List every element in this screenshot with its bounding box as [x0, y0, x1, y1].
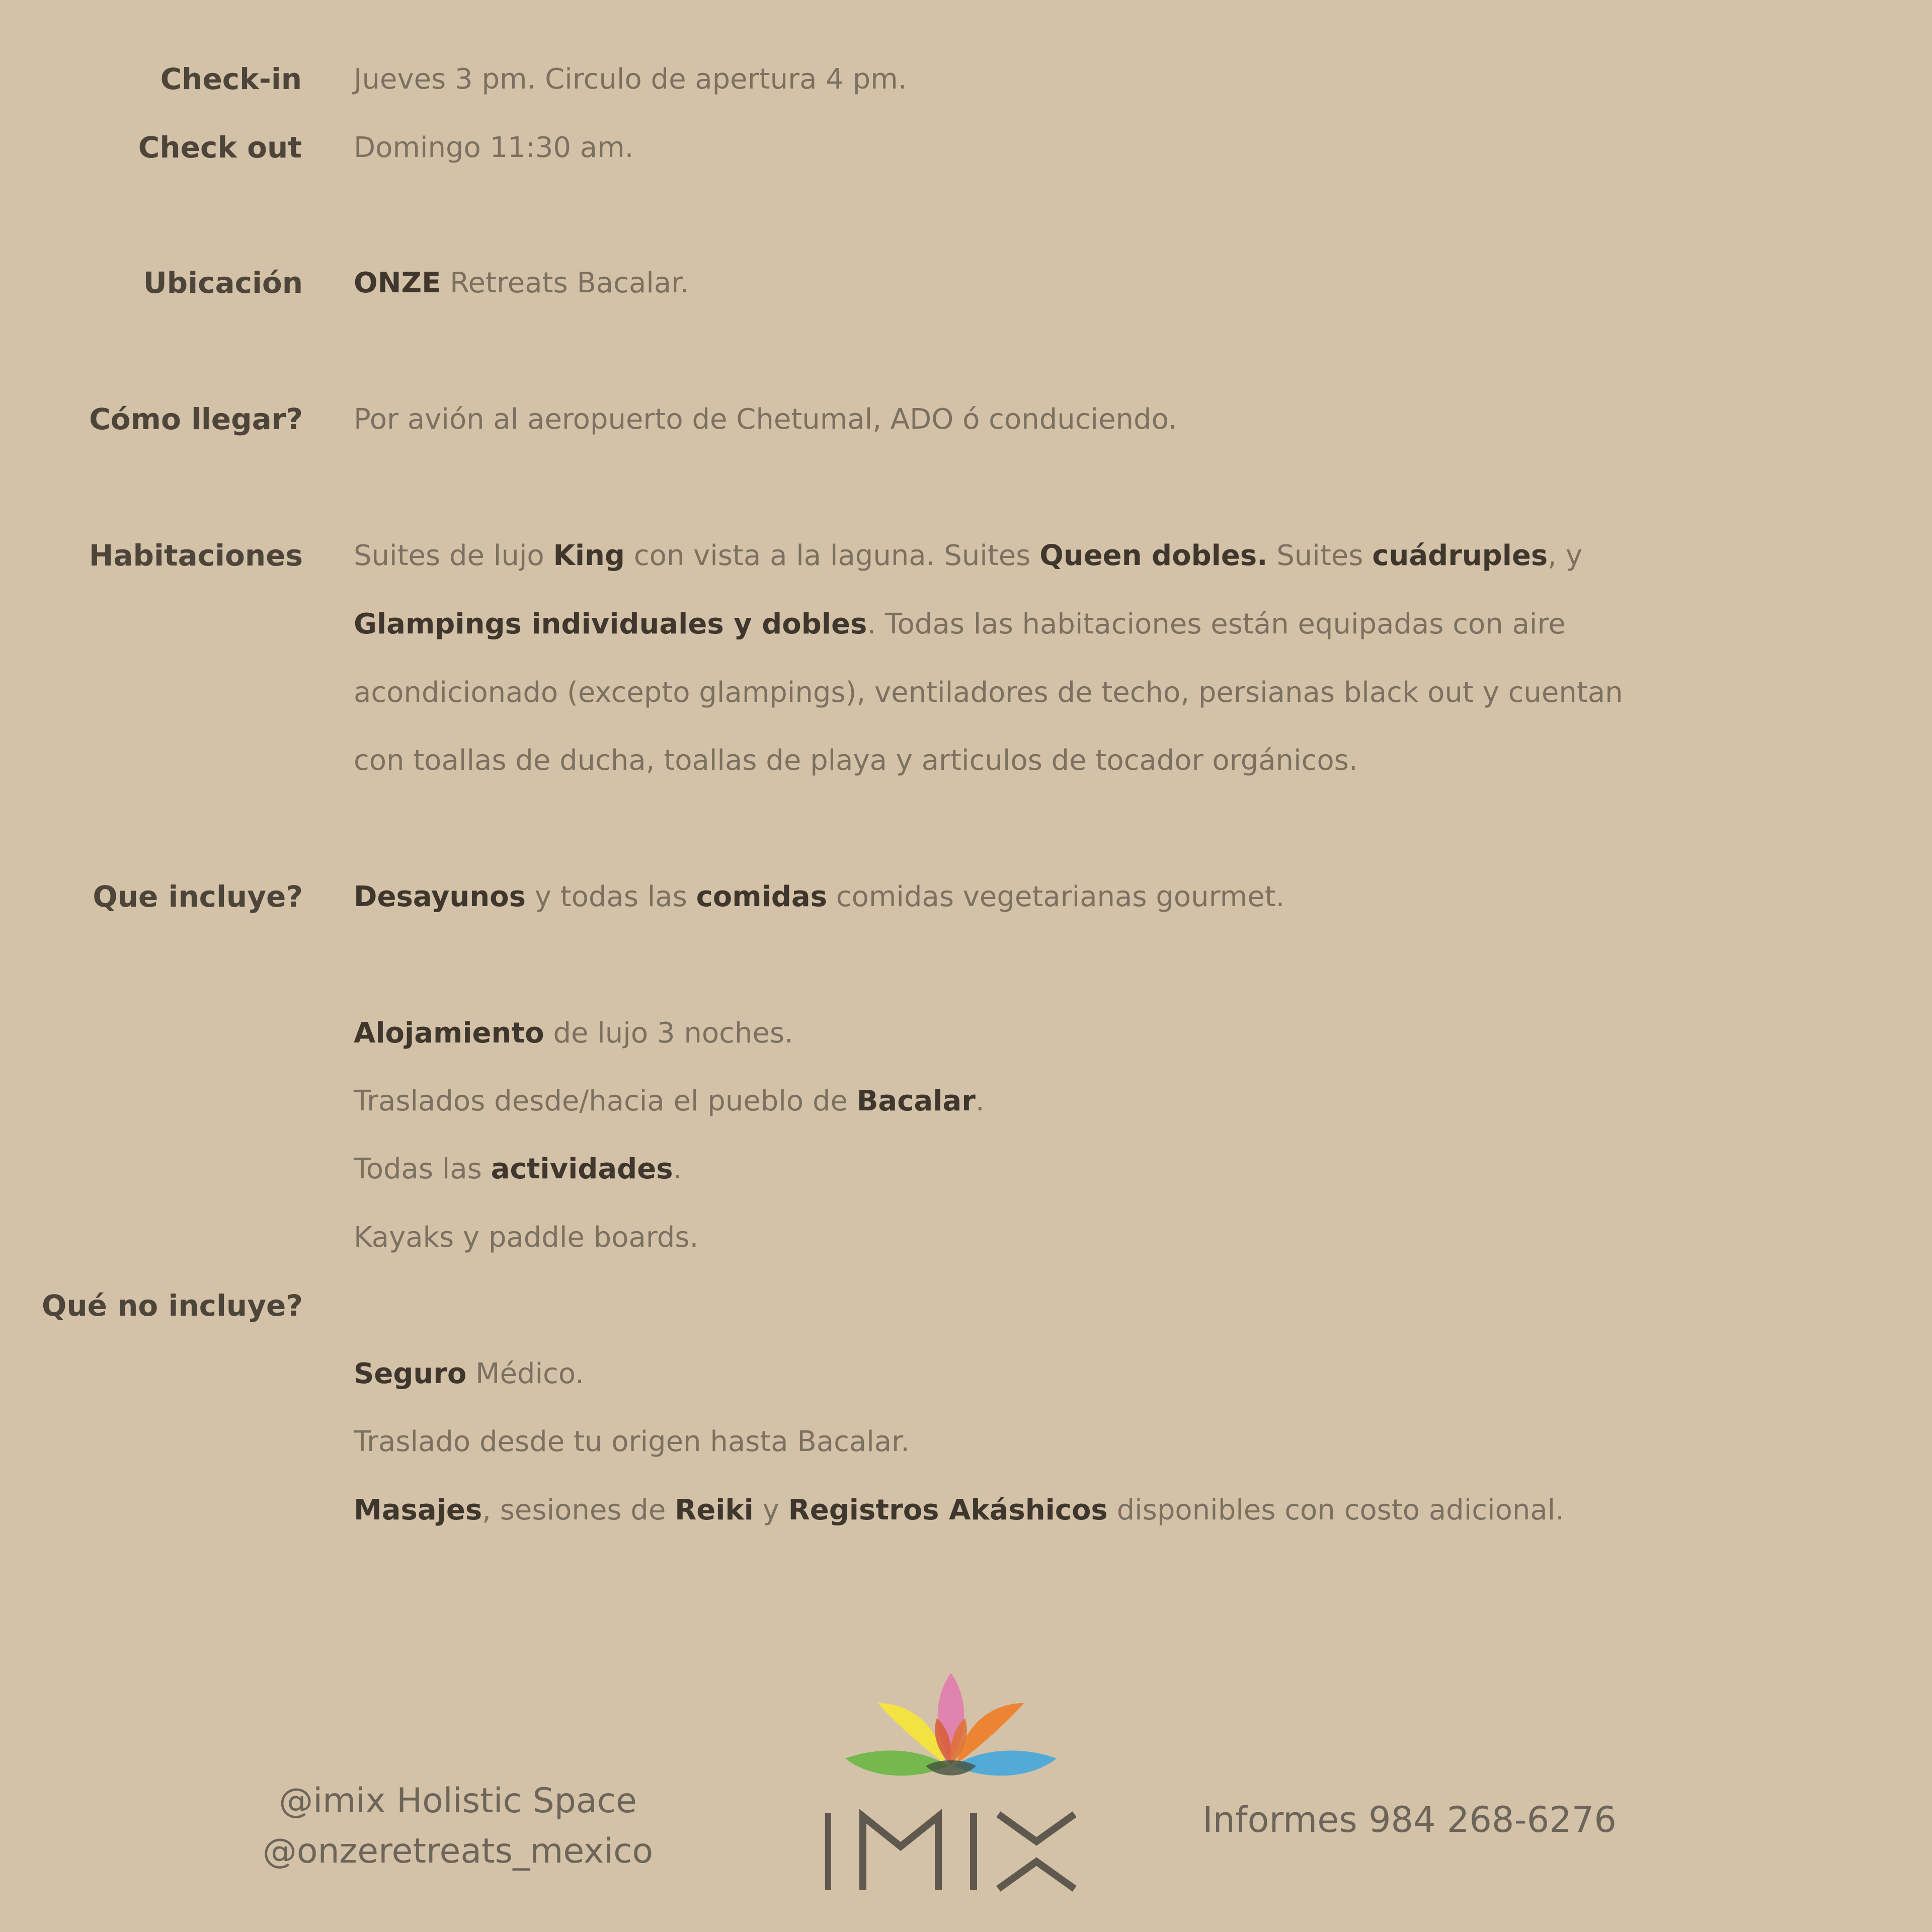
includes-kayaks: Kayaks y paddle boards. [354, 1221, 699, 1254]
rooms-line-1-text-d: , y [1548, 539, 1583, 572]
includes-lodging-bold: Alojamiento [354, 1017, 544, 1050]
includes-transfers-text-a: Traslados desde/hacia el pueblo de [354, 1085, 857, 1117]
location-value [354, 269, 689, 297]
rooms-line-4: con toallas de ducha, toallas de playa y articulos de tocador orgánicos. [354, 744, 1358, 777]
includes-activities-text-a: Todas las [354, 1153, 491, 1185]
includes-meals-text-b: comidas vegetarianas gourmet. [827, 880, 1285, 913]
includes-lodging [354, 1019, 793, 1048]
rooms-line-1-text-a: Suites de lujo [354, 539, 553, 572]
rooms-line-1-text-b: con vista a la laguna. Suites [625, 539, 1040, 572]
excludes-transfer: Traslado desde tu origen hasta Bacalar. [354, 1425, 910, 1458]
excludes-akashic-bold: Registros Akáshicos [788, 1494, 1108, 1526]
excludes-reiki-bold: Reiki [675, 1494, 754, 1526]
contact-phone: Informes 984 268-6276 [1202, 1799, 1617, 1840]
social-handle-imix: @imix Holistic Space [279, 1781, 637, 1821]
includes-activities-text-b: . [673, 1153, 682, 1185]
includes-breakfast-bold: Desayunos [354, 880, 526, 913]
rooms-glamping-bold: Glampings individuales y dobles [354, 608, 867, 640]
includes-transfers-text-b: . [975, 1085, 985, 1117]
includes-lodging-text: de lujo 3 noches. [544, 1017, 793, 1050]
social-handle-onze: @onzeretreats_mexico [262, 1831, 654, 1871]
includes-meals [354, 880, 1285, 913]
checkout-value: Domingo 11:30 am. [354, 131, 634, 164]
checkin-label: Check-in [160, 62, 302, 96]
includes-activities-bold: actividades [491, 1153, 673, 1185]
arrival-value: Por avión al aeropuerto de Chetumal, ADO ó conduciendo. [354, 403, 1177, 436]
includes-bacalar-bold: Bacalar [856, 1085, 976, 1117]
rooms-line-2 [354, 610, 1566, 638]
includes-activities [354, 1155, 682, 1183]
excludes-label: Qué no incluye? [42, 1289, 303, 1323]
rooms-line-2-text: . Todas las habitaciones están equipadas con aire [867, 608, 1566, 640]
excludes-insurance-text: Médico. [466, 1357, 584, 1390]
rooms-queen-bold: Queen dobles. [1039, 539, 1268, 572]
includes-label: Que incluye? [93, 879, 303, 914]
imix-logo [825, 1665, 1077, 1907]
rooms-line-1 [354, 539, 1583, 572]
excludes-insurance-bold: Seguro [354, 1357, 467, 1390]
location-rest: Retreats Bacalar. [441, 267, 689, 299]
excludes-massage-bold: Masajes [354, 1494, 482, 1526]
rooms-line-3: acondicionado (excepto glampings), ventiladores de techo, persianas black out y cuentan [354, 676, 1623, 709]
excludes-extras-text-b: y [753, 1494, 788, 1526]
imix-logo-graphic [825, 1665, 1077, 1907]
includes-meals-bold: comidas [696, 880, 827, 913]
excludes-extras-text-c: disponibles con costo adicional. [1107, 1494, 1565, 1526]
rooms-line-1-text-c: Suites [1267, 539, 1373, 572]
includes-transfers [354, 1087, 985, 1115]
excludes-extras [354, 1496, 1564, 1524]
rooms-king-bold: King [553, 539, 625, 572]
rooms-quad-bold: cuádruples [1372, 539, 1548, 572]
excludes-insurance [354, 1357, 584, 1390]
checkin-value: Jueves 3 pm. Circulo de apertura 4 pm. [354, 63, 907, 96]
location-name-bold: ONZE [354, 267, 441, 299]
checkout-label: Check out [138, 130, 302, 165]
location-label: Ubicación [143, 266, 303, 300]
excludes-extras-text-a: , sesiones de [482, 1494, 675, 1526]
logo-letters [828, 1816, 1072, 1887]
includes-meals-text-a: y todas las [525, 880, 696, 913]
arrival-label: Cómo llegar? [89, 402, 303, 436]
rooms-label: Habitaciones [89, 538, 303, 573]
